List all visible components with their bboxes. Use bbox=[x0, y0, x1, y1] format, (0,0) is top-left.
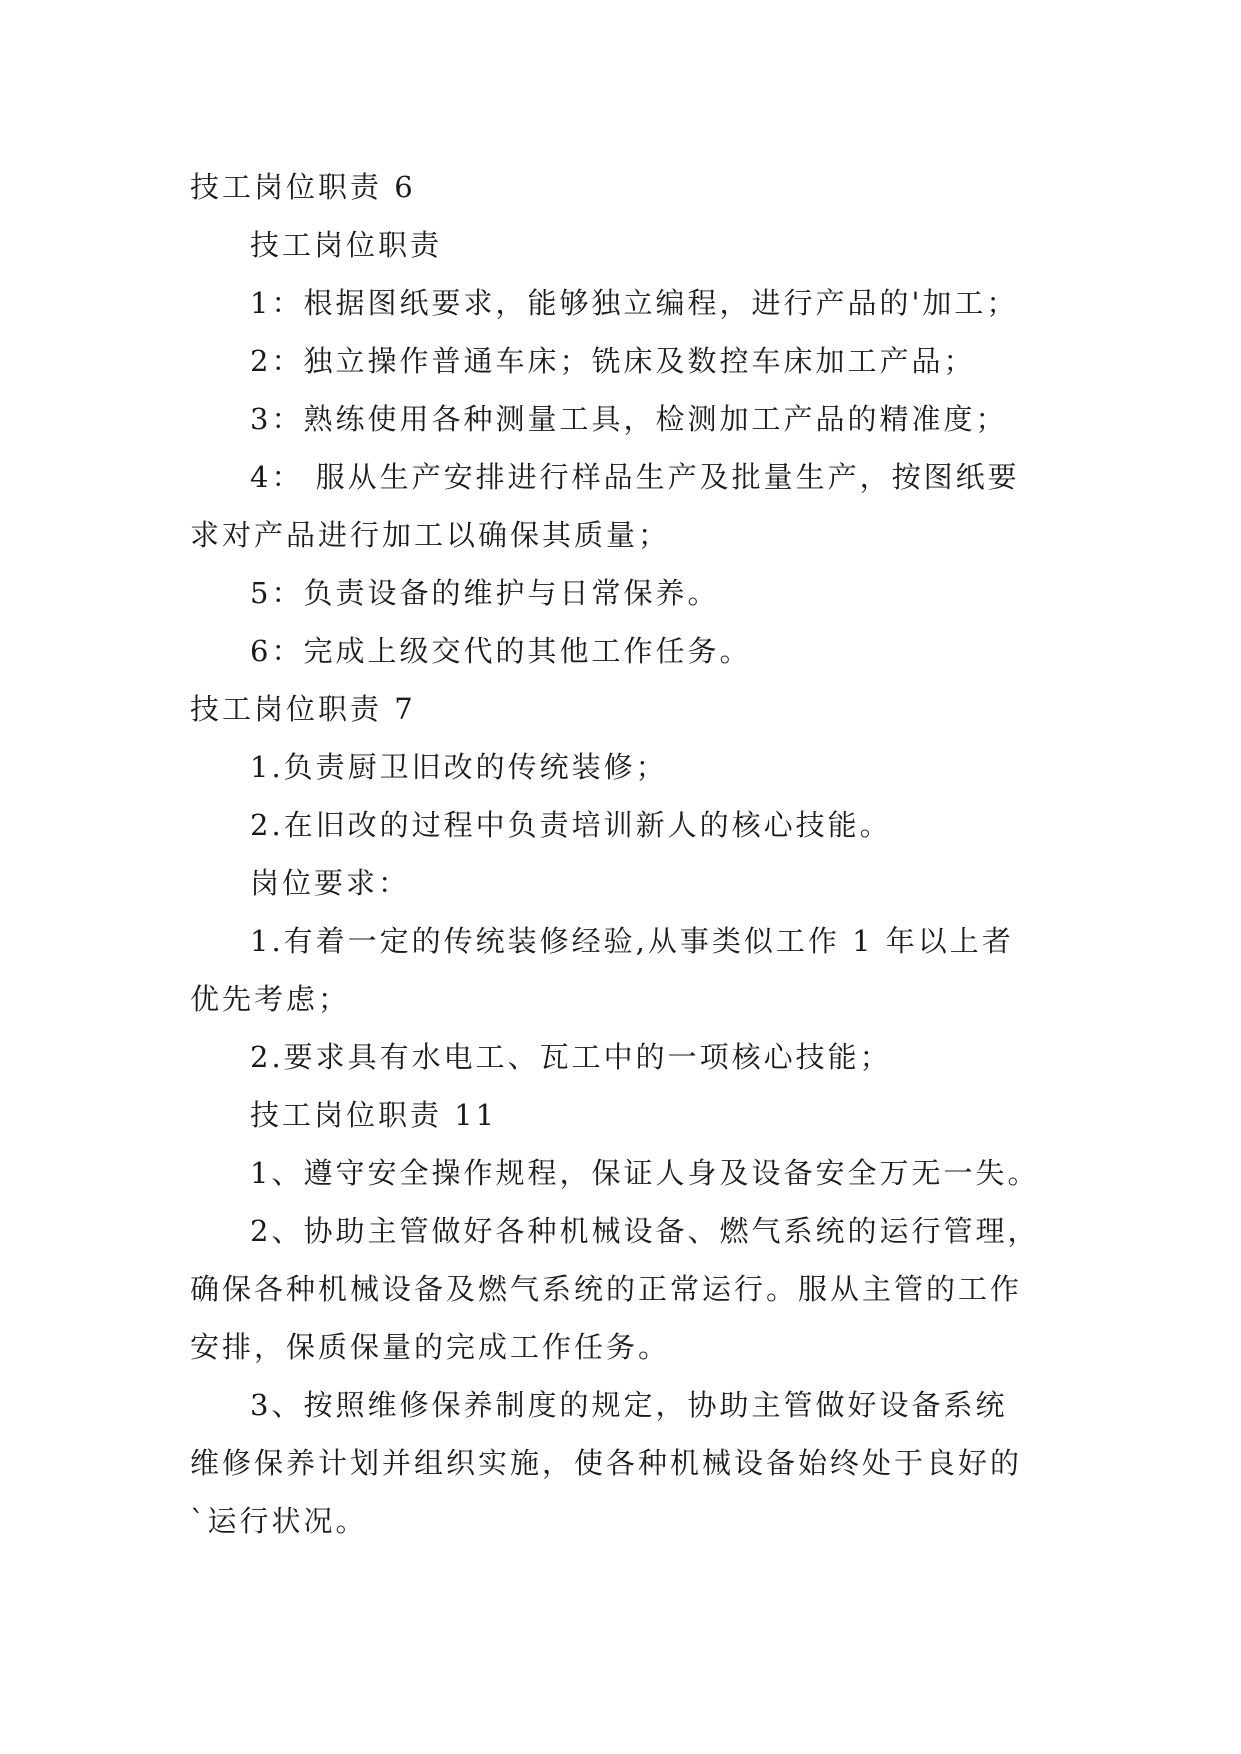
section-heading: 技工岗位职责 11 bbox=[250, 1098, 498, 1132]
duty-item: 2、协助主管做好各种机械设备、燃气系统的运行管理， bbox=[250, 1214, 1040, 1248]
duty-item-4-cont: 求对产品进行加工以确保其质量； bbox=[190, 518, 671, 552]
duty-item-2: 2：独立操作普通车床；铣床及数控车床加工产品； bbox=[250, 344, 976, 378]
duty-item-4: 4： 服从生产安排进行样品生产及批量生产，按图纸要 bbox=[250, 460, 1020, 494]
document-body bbox=[190, 158, 1050, 1550]
requirement-item-cont: 优先考虑； bbox=[190, 982, 351, 1016]
section-heading: 技工岗位职责 7 bbox=[190, 692, 416, 726]
duty-item: 1、遵守安全操作规程，保证人身及设备安全万无一失。 bbox=[250, 1156, 1040, 1190]
duty-item-1: 1：根据图纸要求，能够独立编程，进行产品的'加工； bbox=[250, 286, 1019, 320]
section-heading: 技工岗位职责 6 bbox=[190, 170, 416, 204]
duty-item-5: 5：负责设备的维护与日常保养。 bbox=[250, 576, 720, 610]
requirement-item: 1.有着一定的传统装修经验,从事类似工作 1 年以上者 bbox=[250, 924, 1014, 958]
duty-item: 3、按照维修保养制度的规定，协助主管做好设备系统 bbox=[250, 1388, 1008, 1422]
sub-heading: 技工岗位职责 bbox=[250, 228, 443, 262]
duty-item-6: 6：完成上级交代的其他工作任务。 bbox=[250, 634, 752, 668]
duty-item-3: 3：熟练使用各种测量工具，检测加工产品的精准度； bbox=[250, 402, 1008, 436]
duty-item-cont: 确保各种机械设备及燃气系统的正常运行。服从主管的工作 bbox=[190, 1272, 1023, 1306]
requirement-item: 2.要求具有水电工、瓦工中的一项核心技能； bbox=[250, 1040, 892, 1074]
duty-item-cont: 安排，保质保量的完成工作任务。 bbox=[190, 1330, 671, 1364]
requirements-heading: 岗位要求： bbox=[250, 866, 411, 900]
duty-item: 1.负责厨卫旧改的传统装修； bbox=[250, 750, 668, 784]
duty-item-cont: 维修保养计划并组织实施，使各种机械设备始终处于良好的 bbox=[190, 1446, 1023, 1480]
duty-item: 2.在旧改的过程中负责培训新人的核心技能。 bbox=[250, 808, 892, 842]
duty-item-cont: `运行状况。 bbox=[190, 1504, 368, 1538]
